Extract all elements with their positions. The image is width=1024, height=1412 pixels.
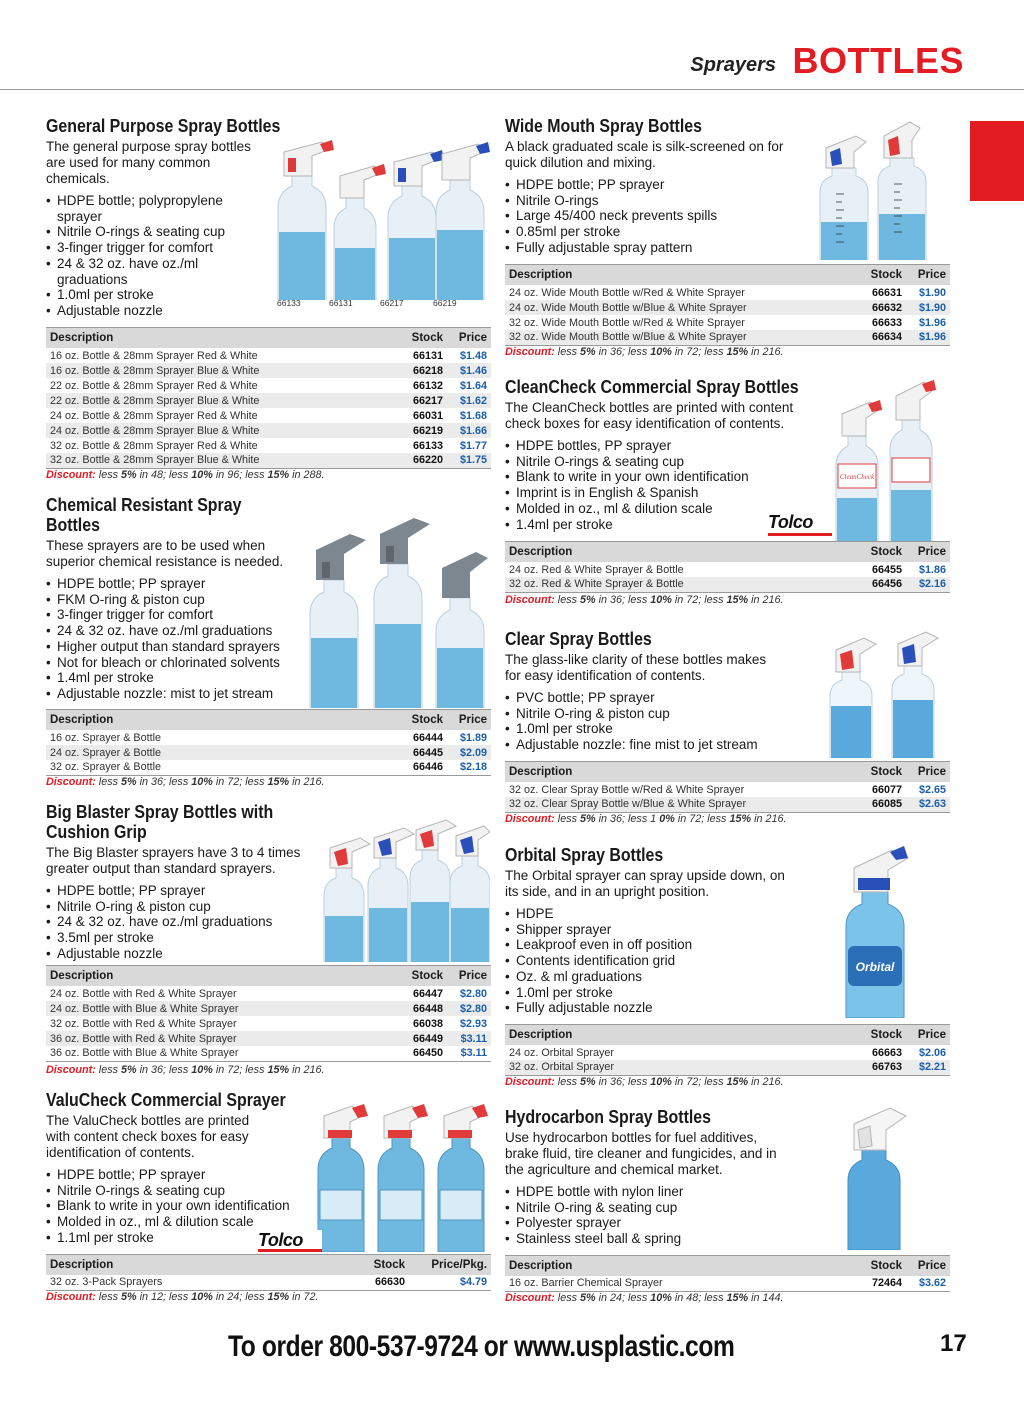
cell-stock: 66038 [387,1016,447,1031]
table-row[interactable] [46,1275,491,1290]
feature-list [505,177,765,256]
table-row[interactable] [46,1016,491,1031]
cell-description: 36 oz. Bottle with Red & White Sprayer [46,1031,387,1046]
feature-item: • Large 45/400 neck prevents spills [505,208,765,224]
feature-list [46,576,306,702]
cell-description: 22 oz. Bottle & 28mm Sprayer Red & White [46,378,387,393]
feature-item: • Oz. & ml graduations [505,969,765,985]
table-row[interactable] [505,797,950,812]
feature-item: • HDPE bottle; PP sprayer [505,177,765,193]
feature-item: • Adjustable nozzle: mist to jet stream [46,686,306,702]
col-description: Description [46,1255,349,1276]
col-description: Description [505,542,846,563]
cell-stock: 66631 [846,285,906,300]
bottle-clear-red [830,638,876,758]
cell-price: $1.90 [906,300,950,315]
cell-description: 24 oz. Sprayer & Bottle [46,745,387,760]
cell-description: 16 oz. Sprayer & Bottle [46,730,387,745]
cell-price: $4.79 [409,1275,491,1290]
feature-list [505,690,805,753]
table-row[interactable] [505,577,950,592]
cell-price: $2.16 [906,577,950,592]
cell-description: 32 oz. Bottle with Red & White Sprayer [46,1016,387,1031]
cell-stock: 66450 [387,1046,447,1061]
bottle-red-2 [410,820,456,962]
cell-description: 36 oz. Bottle with Blue & White Sprayer [46,1046,387,1061]
table-row[interactable] [46,423,491,438]
cell-description: 24 oz. Bottle & 28mm Sprayer Red & White [46,408,387,423]
feature-item: • HDPE bottle with nylon liner [505,1184,765,1200]
col-stock: Stock [349,1255,409,1276]
cell-price: $1.48 [447,348,491,363]
table-row[interactable] [505,782,950,797]
feature-item: • Nitrile O-ring & seating cup [505,1200,765,1216]
caption: 66133 [277,298,301,308]
cell-description: 32 oz. Bottle & 28mm Sprayer Blue & White [46,453,387,468]
section-intro: A black graduated scale is silk-screened on for quick dilution and mixing. [505,139,784,170]
col-price: Price/Pkg. [409,1255,491,1276]
feature-item: • 1.4ml per stroke [505,517,795,533]
feature-item: • Contents identification grid [505,953,765,969]
page-header [0,40,1024,90]
col-price: Price [906,762,950,783]
cell-stock: 66455 [846,562,906,577]
feature-list [505,438,795,532]
clear-spray-bottles-image [820,624,948,758]
bottle-gray-1 [310,534,366,708]
bottle-red-wide [878,122,926,260]
cell-description: 32 oz. Bottle & 28mm Sprayer Red & White [46,438,387,453]
col-stock: Stock [846,265,906,286]
feature-item: • Stainless steel ball & spring [505,1231,765,1247]
feature-item: • 0.85ml per stroke [505,224,765,240]
cell-price: $1.46 [447,363,491,378]
table-row[interactable] [46,1046,491,1061]
table-row[interactable] [505,562,950,577]
section-title: Orbital Spray Bottles [505,844,664,865]
cell-stock: 66219 [387,423,447,438]
cell-stock: 66634 [846,330,906,345]
feature-item: • Imprint is in English & Spanish [505,485,795,501]
table-row[interactable] [46,363,491,378]
product-table-clear [505,761,950,813]
cell-description: 22 oz. Bottle & 28mm Sprayer Blue & White [46,393,387,408]
feature-item: • Blank to write in your own identification [505,469,795,485]
category-label: Sprayers [690,54,776,76]
cell-description: 24 oz. Red & White Sprayer & Bottle [505,562,846,577]
cell-price: $2.80 [447,1001,491,1016]
feature-item: • 1.1ml per stroke [46,1230,316,1246]
feature-item: • HDPE bottle; PP sprayer [46,576,306,592]
order-footer[interactable]: To order 800-537-9724 or www.usplastic.com [228,1330,735,1363]
product-table-cleancheck [505,541,950,593]
bottle-valucheck-1 [318,1104,368,1252]
cell-description: 32 oz. Orbital Sprayer [505,1060,846,1075]
cell-price: $3.62 [906,1276,950,1291]
col-stock: Stock [387,328,447,349]
cell-stock: 66633 [846,315,906,330]
bottle-orbital [846,846,908,1018]
feature-item: • 1.0ml per stroke [505,985,765,1001]
cell-stock: 66031 [387,408,447,423]
table-row[interactable] [46,730,491,745]
section-intro: The glass-like clarity of these bottles makes for easy identification of contents. [505,652,767,683]
section-intro: The Orbital sprayer can spray upside down, on its side, and in an upright position. [505,868,785,899]
col-stock: Stock [846,762,906,783]
bottle-blue-large [436,142,490,300]
cell-price: $2.21 [906,1060,950,1075]
cell-price: $2.63 [906,797,950,812]
feature-item: • 3.5ml per stroke [46,930,306,946]
valucheck-bottles-image [312,1100,490,1252]
feature-item: • 24 & 32 oz. have oz./ml graduations [46,256,261,287]
col-stock: Stock [387,966,447,987]
table-row[interactable] [46,438,491,453]
cell-stock: 72464 [846,1276,906,1291]
bottle-red [278,140,334,300]
table-row[interactable] [46,408,491,423]
feature-item: • Adjustable nozzle [46,303,261,319]
cell-price: $1.89 [447,730,491,745]
feature-item: • 3-finger trigger for comfort [46,607,306,623]
feature-item: • HDPE bottle; PP sprayer [46,883,306,899]
bottle-red-1 [324,838,370,962]
section-intro: The general purpose spray bottles are used for many common chemicals. [46,139,251,186]
feature-item: • Fully adjustable nozzle [505,1000,765,1016]
table-row[interactable] [46,1031,491,1046]
orbital-bottle-image [836,842,944,1018]
product-table-hydrocarbon [505,1255,950,1292]
feature-item: • PVC bottle; PP sprayer [505,690,805,706]
table-row[interactable] [505,1276,950,1291]
feature-item: • 1.0ml per stroke [46,287,261,303]
feature-item: • Adjustable nozzle [46,946,306,962]
hydrocarbon-bottle-image [840,1104,940,1250]
product-table-general [46,327,491,469]
feature-item: • Higher output than standard sprayers [46,639,306,655]
cell-description: 32 oz. Wide Mouth Bottle w/Red & White Sprayer [505,315,846,330]
bottle-cleancheck-2 [890,380,936,544]
col-stock: Stock [387,710,447,731]
discount-note: Discount: less 5% in 36; less 10% in 72; less 15% in 216. [46,1064,325,1076]
section-title: General Purpose Spray Bottles [46,115,281,136]
table-row[interactable] [46,1001,491,1016]
cell-price: $1.77 [447,438,491,453]
discount-note: Discount: less 5% in 36; less 10% in 72; less 15% in 216. [505,1076,784,1088]
table-row[interactable] [505,300,950,315]
section-title: Wide Mouth Spray Bottles [505,115,702,136]
page-number: 17 [940,1330,967,1357]
section-intro: The ValuCheck bottles are printed with content check boxes for easy identification of contents. [46,1113,250,1160]
feature-item: • 24 & 32 oz. have oz./ml graduations [46,914,306,930]
page-title: BOTTLES [792,40,964,81]
cell-description: 16 oz. Bottle & 28mm Sprayer Blue & White [46,363,387,378]
cell-stock: 66447 [387,986,447,1001]
cell-price: $2.80 [447,986,491,1001]
feature-item: • Molded in oz., ml & dilution scale [46,1214,316,1230]
bottle-blue-wide [820,136,868,260]
bottle-gray-2 [374,518,430,708]
bottle-blue-1 [368,828,414,962]
table-row[interactable] [46,760,491,775]
section-intro: Use hydrocarbon bottles for fuel additives, brake fluid, tire cleaner and fungicides, and in the agriculture and chemical market. [505,1130,777,1177]
cell-price: $2.06 [906,1045,950,1060]
cell-price: $1.90 [906,285,950,300]
discount-note: Discount: less 5% in 36; less 10% in 72; less 15% in 216. [505,594,784,606]
section-intro: These sprayers are to be used when superior chemical resistance is needed. [46,538,284,569]
section-title: ValuCheck Commercial Sprayer [46,1089,286,1110]
col-stock: Stock [846,1025,906,1046]
feature-item: • HDPE bottles, PP sprayer [505,438,795,454]
cell-description: 32 oz. Red & White Sprayer & Bottle [505,577,846,592]
table-row[interactable] [46,378,491,393]
feature-item: • Leakproof even in off position [505,937,765,953]
table-row[interactable] [505,1060,950,1075]
col-price: Price [447,328,491,349]
cell-description: 16 oz. Barrier Chemical Sprayer [505,1276,846,1291]
tolco-logo: Tolco [768,512,832,536]
cell-description: 24 oz. Orbital Sprayer [505,1045,846,1060]
feature-item: • Shipper sprayer [505,922,765,938]
cell-price: $1.64 [447,378,491,393]
cell-stock: 66220 [387,453,447,468]
tolco-logo: Tolco [258,1230,322,1252]
cell-stock: 66763 [846,1060,906,1075]
col-price: Price [906,1025,950,1046]
section-title: Hydrocarbon Spray Bottles [505,1106,711,1127]
feature-item: • 3-finger trigger for comfort [46,240,261,256]
cell-stock: 66085 [846,797,906,812]
cell-stock: 66133 [387,438,447,453]
cell-description: 24 oz. Wide Mouth Bottle w/Blue & White Sprayer [505,300,846,315]
table-row[interactable] [505,1045,950,1060]
cell-price: $1.96 [906,315,950,330]
bottle-valucheck-3 [438,1104,488,1252]
cell-stock: 66218 [387,363,447,378]
feature-item: • Nitrile O-ring & piston cup [46,899,306,915]
cell-stock: 66449 [387,1031,447,1046]
chemical-resistant-bottles-image [300,508,490,708]
table-row[interactable] [46,393,491,408]
caption: 66219 [433,298,457,308]
feature-list [46,193,261,319]
cell-description: 24 oz. Wide Mouth Bottle w/Red & White Sprayer [505,285,846,300]
cell-description: 24 oz. Bottle with Red & White Sprayer [46,986,387,1001]
table-row[interactable] [505,285,950,300]
cell-stock: 66630 [349,1275,409,1290]
section-title: CleanCheck Commercial Spray Bottles [505,376,799,397]
table-row[interactable] [46,986,491,1001]
cell-price: $1.66 [447,423,491,438]
cell-price: $1.68 [447,408,491,423]
cell-description: 32 oz. Clear Spray Bottle w/Blue & White Sprayer [505,797,846,812]
bottle-hydrocarbon [848,1108,906,1250]
feature-item: • 1.0ml per stroke [505,721,805,737]
table-row[interactable] [46,453,491,468]
cleancheck-bottles-image [828,374,948,544]
cell-stock: 66077 [846,782,906,797]
cell-price: $1.75 [447,453,491,468]
col-price: Price [906,542,950,563]
col-description: Description [505,1256,846,1277]
col-description: Description [505,762,846,783]
discount-note: Discount: less 5% in 12; less 10% in 24; less 15% in 72. [46,1291,319,1303]
feature-item: • Molded in oz., ml & dilution scale [505,501,795,517]
cell-description: 32 oz. Sprayer & Bottle [46,760,387,775]
col-description: Description [46,710,387,731]
feature-item: • Nitrile O-rings & seating cup [505,454,795,470]
cell-description: 32 oz. Wide Mouth Bottle w/Blue & White Sprayer [505,330,846,345]
col-price: Price [447,710,491,731]
feature-item: • 24 & 32 oz. have oz./ml graduations [46,623,306,639]
wide-mouth-bottles-image [810,118,940,260]
col-description: Description [505,1025,846,1046]
cell-price: $1.62 [447,393,491,408]
cell-stock: 66131 [387,348,447,363]
cell-stock: 66132 [387,378,447,393]
feature-list [505,906,765,1016]
product-table-chemical [46,709,491,776]
big-blaster-bottles-image [318,812,490,962]
cell-stock: 66456 [846,577,906,592]
feature-item: • 1.4ml per stroke [46,670,306,686]
product-table-valucheck [46,1254,491,1291]
discount-note: Discount: less 5% in 36; less 10% in 72; less 15% in 216. [505,346,784,358]
cell-stock: 66217 [387,393,447,408]
feature-item: • HDPE bottle; PP sprayer [46,1167,316,1183]
bottle-valucheck-2 [378,1104,428,1252]
table-row[interactable] [46,348,491,363]
discount-note: Discount: less 5% in 36; less 1 0% in 72; less 15% in 216. [505,813,787,825]
col-price: Price [906,265,950,286]
discount-note: Discount: less 5% in 36; less 10% in 72; less 15% in 216. [46,776,325,788]
feature-item: • FKM O-ring & piston cup [46,592,306,608]
bottle-cleancheck-1 [836,400,882,544]
feature-list [46,883,306,962]
feature-item: • Fully adjustable spray pattern [505,240,765,256]
product-table-orbital [505,1024,950,1076]
cell-stock: 66663 [846,1045,906,1060]
caption: 66217 [380,298,404,308]
col-price: Price [906,1256,950,1277]
orbital-label: Orbital [855,960,895,974]
product-table-wide-mouth [505,264,950,346]
discount-note: Discount: less 5% in 24; less 10% in 48; less 15% in 144. [505,1292,784,1304]
col-description: Description [46,328,387,349]
feature-item: • HDPE [505,906,765,922]
cell-description: 16 oz. Bottle & 28mm Sprayer Red & White [46,348,387,363]
cell-stock: 66632 [846,300,906,315]
feature-item: • Nitrile O-rings & seating cup [46,1183,316,1199]
section-intro: The Big Blaster sprayers have 3 to 4 times greater output than standard sprayers. [46,845,301,876]
feature-list [505,1184,765,1247]
feature-item: • Blank to write in your own identification [46,1198,316,1214]
section-tab [970,121,1024,201]
cell-description: 24 oz. Bottle with Blue & White Sprayer [46,1001,387,1016]
feature-item: • Nitrile O-ring & piston cup [505,706,805,722]
col-price: Price [447,966,491,987]
feature-item: • Adjustable nozzle: fine mist to jet stream [505,737,805,753]
table-row[interactable] [505,330,950,345]
col-description: Description [505,265,846,286]
cell-price: $2.93 [447,1016,491,1031]
cell-stock: 66445 [387,745,447,760]
cell-price: $2.65 [906,782,950,797]
col-stock: Stock [846,542,906,563]
cell-price: $2.09 [447,745,491,760]
feature-item: • Nitrile O-rings & seating cup [46,224,261,240]
cell-price: $1.86 [906,562,950,577]
col-stock: Stock [846,1256,906,1277]
bottle-clear-blue [892,632,938,758]
cell-price: $1.96 [906,330,950,345]
bottle-red-small [334,164,386,300]
cell-stock: 66444 [387,730,447,745]
cell-price: $3.11 [447,1031,491,1046]
section-title: Clear Spray Bottles [505,628,652,649]
caption: 66131 [329,298,353,308]
table-row[interactable] [505,315,950,330]
discount-note: Discount: less 5% in 48; less 10% in 96; less 15% in 288. [46,469,325,481]
section-intro: The CleanCheck bottles are printed with content check boxes for easy identification of contents. [505,400,794,431]
bottle-blue-2 [450,826,490,962]
cell-stock: 66448 [387,1001,447,1016]
cell-price: $3.11 [447,1046,491,1061]
bottle-gray-3 [436,552,488,708]
feature-item: • Not for bleach or chlorinated solvents [46,655,306,671]
table-row[interactable] [46,745,491,760]
col-description: Description [46,966,387,987]
cell-description: 32 oz. 3-Pack Sprayers [46,1275,349,1290]
feature-item: • Nitrile O-rings [505,193,765,209]
product-table-big-blaster [46,965,491,1062]
cell-stock: 66446 [387,760,447,775]
cell-price: $2.18 [447,760,491,775]
section-title: Big Blaster Spray Bottles with Cushion Grip [46,801,274,842]
feature-item: • HDPE bottle; polypropylene sprayer [46,193,261,224]
cell-description: 32 oz. Clear Spray Bottle w/Red & White Sprayer [505,782,846,797]
cell-description: 24 oz. Bottle & 28mm Sprayer Blue & White [46,423,387,438]
cleancheck-label: CleanCheck [839,473,875,481]
section-title: Chemical Resistant Spray Bottles [46,494,242,535]
feature-item: • Polyester sprayer [505,1215,765,1231]
general-purpose-bottles-image [270,132,490,300]
